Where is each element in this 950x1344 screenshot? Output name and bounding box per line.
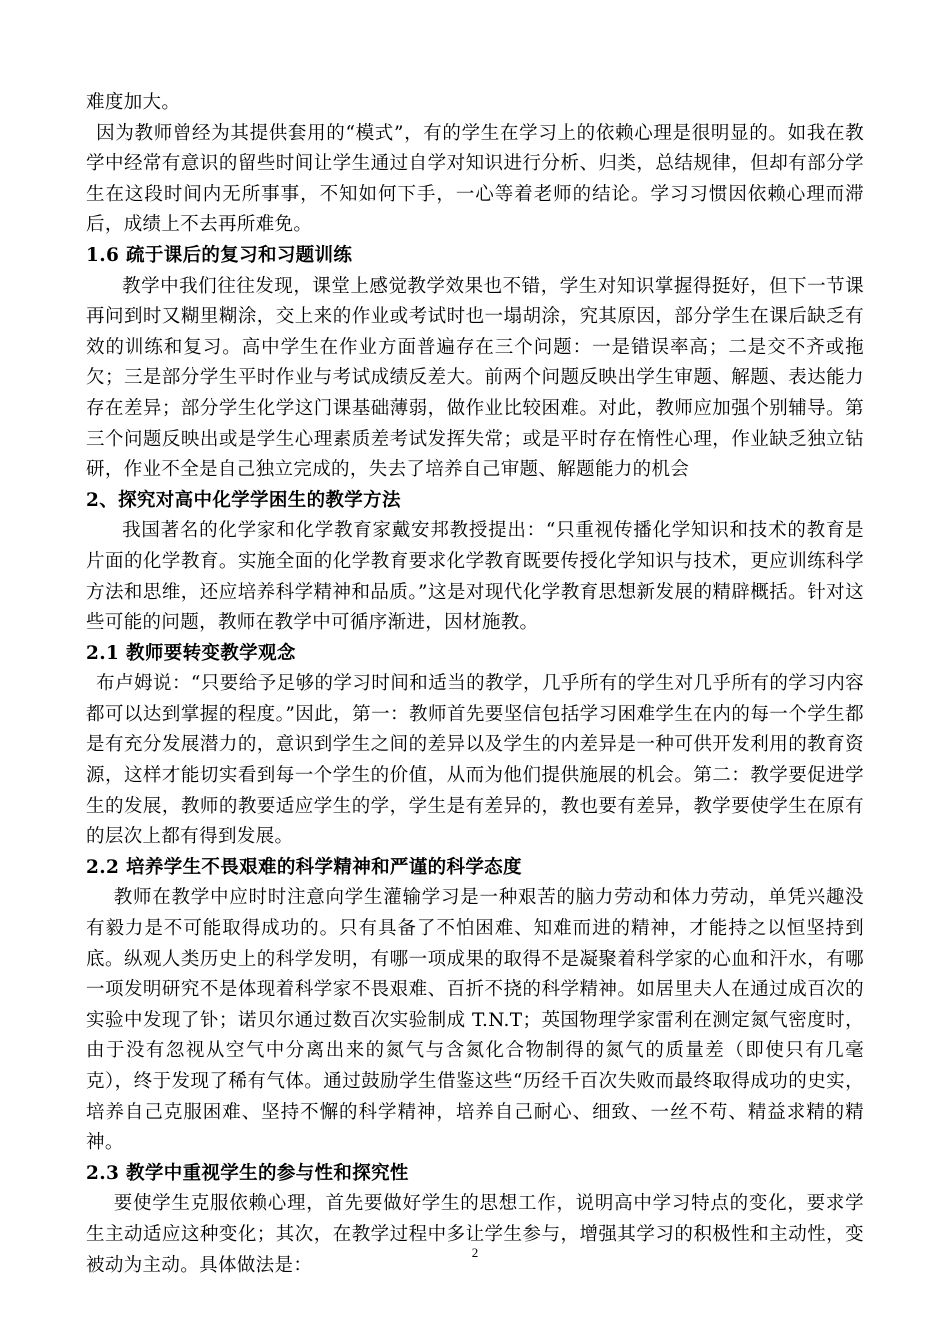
paragraph: 难度加大。 <box>86 92 181 113</box>
paragraph: 布卢姆说：“只要给予足够的学习时间和适当的教学，几乎所有的学生对几乎所有的学习内容都可以达到掌握的程度。”因此，第一：教师首先要坚信包括学习困难学生在内的每一个学生都是有充分发展潜力的，意识到学生之间的差异以及学生的内差异是一种可供开发利用的教育资源，这样才能切实看到每一个学生的价值，从而为他们提供施展的机会。第二：教学要促进学生的发展，教师的教要适应学生的学，学生是有差异的，教也要有差异，教学要使学生在原有的层次上都有得到发展。 <box>86 673 864 848</box>
paragraph: 我国著名的化学家和化学教育家戴安邦教授提出：“只重视传播化学知识和技术的教育是片面的化学教育。实施全面的化学教育要求化学教育既要传授化学知识与技术，更应训练科学方法和思维，还应培养科学精神和品质。”这是对现代化学教育思想新发展的精辟概括。针对这些可能的问题，教师在教学中可循序渐进，因材施教。 <box>86 520 864 634</box>
section-heading: 2.3 教学中重视学生的参与性和探究性 <box>86 1162 409 1184</box>
document-body <box>86 88 864 1281</box>
paragraph: 要使学生克服依赖心理，首先要做好学生的思想工作，说明高中学习特点的变化，要求学生主动适应这种变化；其次，在教学过程中多让学生参与，增强其学习的积极性和主动性，变被动为主动。具体做法是： <box>86 1193 864 1276</box>
section-heading: 2、探究对高中化学学困生的教学方法 <box>86 489 401 511</box>
section-heading: 2.1 教师要转变教学观念 <box>86 642 296 664</box>
page-number: 2 <box>471 1245 479 1260</box>
section-heading: 1.6 疏于课后的复习和习题训练 <box>86 244 353 266</box>
section-heading: 2.2 培养学生不畏艰难的科学精神和严谨的科学态度 <box>86 856 522 878</box>
paragraph: 教学中我们往往发现，课堂上感觉教学效果也不错，学生对知识掌握得挺好，但下一节课再问到时又糊里糊涂，交上来的作业或考试时也一塌胡涂，究其原因，部分学生在课后缺乏有效的训练和复习。高中学生在作业方面普遍存在三个问题：一是错误率高；二是交不齐或拖欠；三是部分学生平时作业与考试成绩反差大。前两个问题反映出学生审题、解题、表达能力存在差异；部分学生化学这门课基础薄弱，做作业比较困难。对此，教师应加强个别辅导。第三个问题反映出或是学生心理素质差考试发挥失常；或是平时存在惰性心理，作业缺乏独立钻研，作业不全是自己独立完成的，失去了培养自己审题、解题能力的机会 <box>86 275 864 481</box>
paragraph: 教师在教学中应时时注意向学生灌输学习是一种艰苦的脑力劳动和体力劳动，单凭兴趣没有毅力是不可能取得成功的。只有具备了不怕困难、知难而进的精神，才能持之以恒坚持到底。纵观人类历史上的科学发明，有哪一项成果的取得不是凝聚着科学家的心血和汗水，有哪一项发明研究不是体现着科学家不畏艰难、百折不挠的科学精神。如居里夫人在通过成百次的实验中发现了钋；诺贝尔通过数百次实验制成 T.N.T；英国物理学家雷利在测定氮气密度时，由于没有忽视从空气中分离出来的氮气与含氮化合物制得的氮气的质量差（即使只有几毫克），终于发现了稀有气体。通过鼓励学生借鉴这些“历经千百次失败而最终取得成功的史实，培养自己克服困难、坚持不懈的科学精神，培养自己耐心、细致、一丝不苟、精益求精的精神。 <box>86 887 864 1154</box>
paragraph: 因为教师曾经为其提供套用的“模式”，有的学生在学习上的依赖心理是很明显的。如我在教学中经常有意识的留些时间让学生通过自学对知识进行分析、归类，总结规律，但却有部分学生在这段时间内无所事事，不知如何下手，一心等着老师的结论。学习习惯因依赖心理而滞后，成绩上不去再所难免。 <box>86 122 864 236</box>
